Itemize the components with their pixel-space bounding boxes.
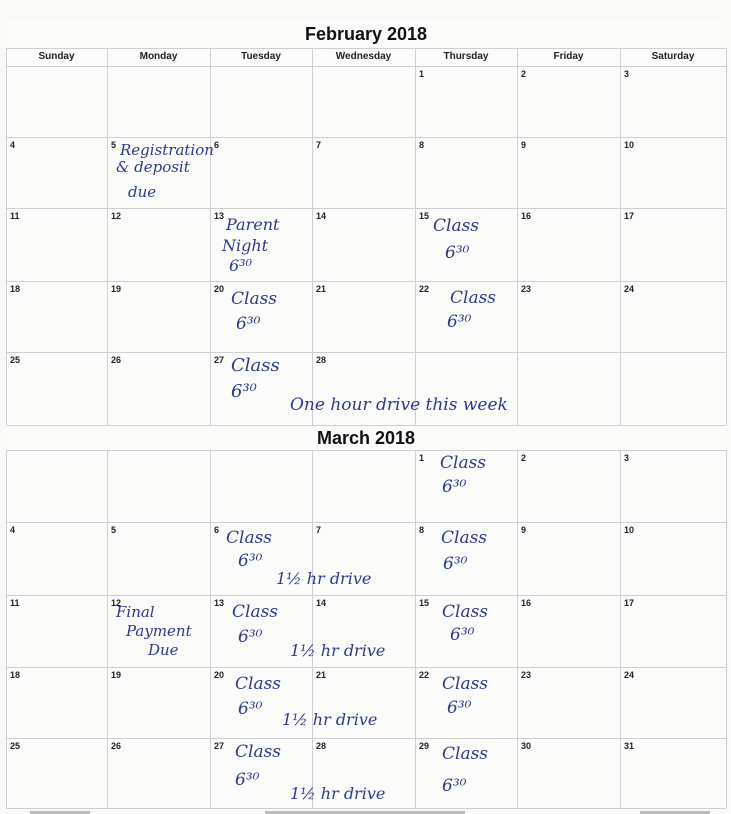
grid-line bbox=[6, 137, 726, 138]
day-number: 26 bbox=[111, 741, 122, 751]
note-drive: 1½ hr drive bbox=[276, 569, 372, 588]
note-deposit: & deposit bbox=[116, 158, 190, 176]
grid-line bbox=[6, 595, 726, 596]
weekday-header: Wednesday bbox=[335, 51, 392, 62]
grid-line bbox=[6, 48, 726, 49]
note-time: 6³⁰ bbox=[238, 551, 263, 571]
grid-line bbox=[517, 48, 518, 425]
day-number: 22 bbox=[419, 670, 430, 680]
day-number: 12 bbox=[111, 598, 122, 608]
day-number: 21 bbox=[316, 284, 327, 294]
grid-line bbox=[415, 48, 416, 425]
grid-line bbox=[517, 450, 518, 808]
day-number: 24 bbox=[624, 284, 635, 294]
day-number: 5 bbox=[111, 525, 117, 535]
note-class: Class bbox=[433, 216, 480, 236]
day-number: 23 bbox=[521, 670, 532, 680]
note-time: 6³⁰ bbox=[447, 312, 472, 332]
note-drive: 1½ hr drive bbox=[290, 641, 386, 660]
grid-line bbox=[312, 450, 313, 808]
day-number: 27 bbox=[214, 741, 225, 751]
day-number: 30 bbox=[521, 741, 532, 751]
day-number: 10 bbox=[624, 525, 635, 535]
weekday-header: Monday bbox=[139, 51, 178, 62]
note-class: Class bbox=[231, 289, 278, 309]
grid-line bbox=[210, 48, 211, 425]
weekday-header: Tuesday bbox=[241, 51, 281, 62]
day-number: 20 bbox=[214, 284, 225, 294]
grid-line bbox=[620, 48, 621, 425]
day-number: 11 bbox=[10, 211, 20, 221]
note-due: due bbox=[128, 183, 157, 201]
note-time: 6³⁰ bbox=[442, 477, 467, 497]
month-title-march: March 2018 bbox=[316, 428, 416, 448]
day-number: 21 bbox=[316, 670, 327, 680]
day-number: 26 bbox=[111, 355, 122, 365]
note-time: 6³⁰ bbox=[238, 627, 263, 647]
day-number: 13 bbox=[214, 598, 225, 608]
day-number: 18 bbox=[10, 284, 21, 294]
grid-line bbox=[6, 667, 726, 668]
grid-line bbox=[726, 48, 727, 425]
day-number: 4 bbox=[10, 140, 16, 150]
note-time: 6³⁰ bbox=[447, 698, 472, 718]
note-class: Class bbox=[442, 674, 489, 694]
grid-line bbox=[312, 48, 313, 425]
grid-line bbox=[6, 66, 726, 67]
note-due: Due bbox=[148, 641, 179, 659]
note-time: 6³⁰ bbox=[236, 314, 261, 334]
day-number: 4 bbox=[10, 525, 16, 535]
grid-line bbox=[6, 450, 7, 808]
day-number: 3 bbox=[624, 69, 630, 79]
weekday-header: Friday bbox=[553, 51, 584, 62]
day-number: 5 bbox=[111, 140, 117, 150]
day-number: 23 bbox=[521, 284, 532, 294]
note-time: 6³⁰ bbox=[235, 770, 260, 790]
note-final: Final bbox=[116, 603, 155, 621]
note-week-drive: One hour drive this week bbox=[290, 395, 508, 415]
day-number: 2 bbox=[521, 69, 527, 79]
note-class: Class bbox=[235, 674, 282, 694]
day-number: 8 bbox=[419, 525, 425, 535]
note-parent: Parent bbox=[226, 215, 280, 234]
day-number: 27 bbox=[214, 355, 225, 365]
note-payment: Payment bbox=[126, 622, 192, 640]
day-number: 19 bbox=[111, 284, 122, 294]
note-time: 6³⁰ bbox=[445, 243, 470, 263]
day-number: 6 bbox=[214, 525, 220, 535]
day-number: 8 bbox=[419, 140, 425, 150]
note-class: Class bbox=[442, 602, 489, 622]
calendar-page bbox=[6, 20, 726, 810]
day-number: 25 bbox=[10, 741, 21, 751]
grid-line bbox=[415, 450, 416, 808]
grid-line bbox=[6, 738, 726, 739]
note-time: 6³⁰ bbox=[238, 699, 263, 719]
day-number: 31 bbox=[624, 741, 635, 751]
day-number: 15 bbox=[419, 211, 430, 221]
day-number: 9 bbox=[521, 140, 527, 150]
day-number: 10 bbox=[624, 140, 635, 150]
note-class: Class bbox=[442, 744, 489, 764]
day-number: 25 bbox=[10, 355, 21, 365]
note-class: Class bbox=[440, 453, 487, 473]
note-time: 6³⁰ bbox=[443, 554, 468, 574]
grid-line bbox=[6, 352, 726, 353]
day-number: 19 bbox=[111, 670, 122, 680]
weekday-header: Sunday bbox=[38, 51, 75, 62]
day-number: 16 bbox=[521, 598, 532, 608]
note-time: 6³⁰ bbox=[450, 625, 475, 645]
note-class: Class bbox=[450, 288, 497, 308]
grid-line bbox=[6, 48, 7, 425]
day-number: 24 bbox=[624, 670, 635, 680]
weekday-header: Saturday bbox=[651, 51, 695, 62]
note-drive: 1½ hr drive bbox=[290, 784, 386, 803]
day-number: 29 bbox=[419, 741, 430, 751]
day-number: 15 bbox=[419, 598, 430, 608]
note-class: Class bbox=[235, 742, 282, 762]
day-number: 28 bbox=[316, 355, 327, 365]
day-number: 20 bbox=[214, 670, 225, 680]
day-number: 16 bbox=[521, 211, 532, 221]
note-class: Class bbox=[231, 355, 280, 376]
day-number: 3 bbox=[624, 453, 630, 463]
day-number: 9 bbox=[521, 525, 527, 535]
day-number: 14 bbox=[316, 211, 327, 221]
note-class: Class bbox=[232, 602, 279, 622]
grid-line bbox=[6, 208, 726, 209]
note-registration: Registration bbox=[120, 141, 214, 159]
day-number: 12 bbox=[111, 211, 122, 221]
month-title-february: February 2018 bbox=[304, 24, 428, 44]
day-number: 17 bbox=[624, 211, 635, 221]
day-number: 17 bbox=[624, 598, 635, 608]
grid-line bbox=[6, 425, 726, 426]
weekday-header: Thursday bbox=[443, 51, 489, 62]
day-number: 14 bbox=[316, 598, 327, 608]
day-number: 1 bbox=[419, 453, 425, 463]
day-number: 6 bbox=[214, 140, 220, 150]
day-number: 22 bbox=[419, 284, 430, 294]
day-number: 7 bbox=[316, 140, 322, 150]
note-drive: 1½ hr drive bbox=[282, 710, 378, 729]
grid-line bbox=[620, 450, 621, 808]
day-number: 18 bbox=[10, 670, 21, 680]
note-time: 6³⁰ bbox=[442, 776, 467, 796]
note-class: Class bbox=[441, 528, 488, 548]
grid-line bbox=[6, 522, 726, 523]
note-night: Night bbox=[222, 236, 269, 255]
grid-line bbox=[6, 450, 726, 451]
day-number: 1 bbox=[419, 69, 425, 79]
note-time: 6³⁰ bbox=[231, 381, 257, 402]
grid-line bbox=[107, 48, 108, 425]
grid-line bbox=[726, 450, 727, 808]
day-number: 7 bbox=[316, 525, 322, 535]
day-number: 11 bbox=[10, 598, 20, 608]
day-number: 2 bbox=[521, 453, 527, 463]
grid-line bbox=[107, 450, 108, 808]
grid-line bbox=[6, 281, 726, 282]
grid-line bbox=[210, 450, 211, 808]
day-number: 13 bbox=[214, 211, 225, 221]
note-time: 6³⁰ bbox=[229, 256, 253, 275]
note-class: Class bbox=[226, 528, 273, 548]
page-footer bbox=[0, 808, 731, 814]
day-number: 28 bbox=[316, 741, 327, 751]
